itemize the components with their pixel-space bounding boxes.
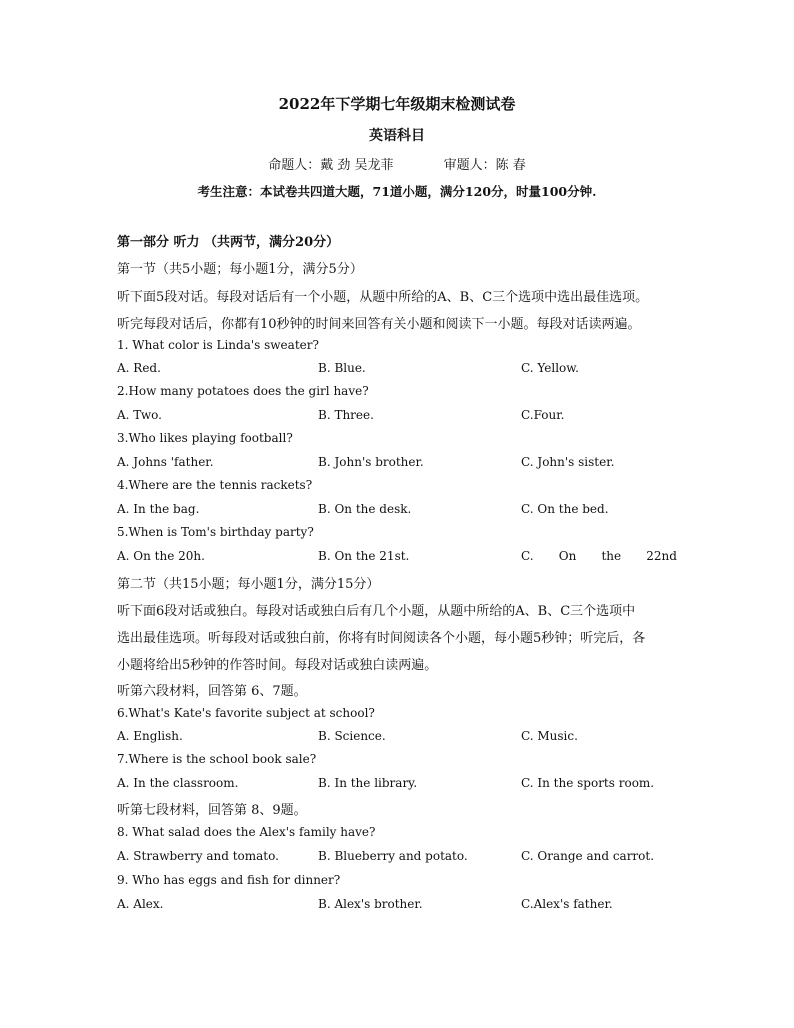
question-5-option-c-part: On xyxy=(558,549,577,563)
question-2-option-c: C.Four. xyxy=(521,408,565,422)
question-1-option-b: B. Blue. xyxy=(318,361,366,375)
part1-heading: 第一部分 听力 （共两节，满分20分） xyxy=(117,235,340,250)
question-9-option-a: A. Alex. xyxy=(117,897,164,911)
question-8-option-c: C. Orange and carrot. xyxy=(521,849,655,863)
question-5-option-c-part: C. xyxy=(521,549,534,563)
exam-notice: 考生注意：本试卷共四道大题，71道小题，满分120分，时量100分钟. xyxy=(197,184,597,199)
question-3-option-a: A. Johns 'father. xyxy=(117,455,214,469)
question-1-option-c: C. Yellow. xyxy=(521,361,579,375)
exam-subject: 英语科目 xyxy=(369,128,425,144)
question-5-option-c xyxy=(521,549,677,563)
question-9-option-b: B. Alex's brother. xyxy=(318,897,423,911)
question-6: 6.What's Kate's favorite subject at school? xyxy=(117,706,375,720)
authors-line xyxy=(0,154,794,173)
question-2-option-a: A. Two. xyxy=(117,408,162,422)
question-6-option-b: B. Science. xyxy=(318,729,386,743)
question-4-option-b: B. On the desk. xyxy=(318,502,412,516)
question-9-option-c: C.Alex's father. xyxy=(521,897,613,911)
question-3-option-c: C. John's sister. xyxy=(521,455,615,469)
section1-instruction-1: 听下面5段对话。每段对话后有一个小题，从题中所给的A、B、C三个选项中选出最佳选项。 xyxy=(117,290,649,305)
question-8-option-a: A. Strawberry and tomato. xyxy=(117,849,279,863)
question-1: 1. What color is Linda's sweater? xyxy=(117,338,319,352)
question-7-option-a: A. In the classroom. xyxy=(117,776,239,790)
question-4: 4.Where are the tennis rackets? xyxy=(117,478,313,492)
question-1-option-a: A. Red. xyxy=(117,361,161,375)
reviewer-label: 审题人：陈 春 xyxy=(443,158,526,173)
question-7: 7.Where is the school book sale? xyxy=(117,752,317,766)
section1-instruction-2: 听完每段对话后，你都有10秒钟的时间来回答有关小题和阅读下一小题。每段对话读两遍。 xyxy=(117,317,641,332)
question-4-option-a: A. In the bag. xyxy=(117,502,200,516)
question-7-option-b: B. In the library. xyxy=(318,776,418,790)
question-2-option-b: B. Three. xyxy=(318,408,374,422)
section2-instruction-2: 选出最佳选项。听每段对话或独白前，你将有时间阅读各个小题，每小题5秒钟；听完后，各 xyxy=(117,631,646,646)
question-5-option-a: A. On the 20h. xyxy=(117,549,205,563)
exam-title: 2022年下学期七年级期末检测试卷 xyxy=(278,95,516,113)
question-7-option-c: C. In the sports room. xyxy=(521,776,655,790)
section2-instruction-1: 听下面6段对话或独白。每段对话或独白后有几个小题，从题中所给的A、B、C三个选项中 xyxy=(117,604,636,619)
section2-heading: 第二节（共15小题；每小题1分，满分15分） xyxy=(117,577,380,592)
question-9: 9. Who has eggs and fish for dinner? xyxy=(117,873,341,887)
material-7-label: 听第七段材料，回答第 8、9题。 xyxy=(117,803,307,818)
question-5-option-c-part: the xyxy=(601,549,622,563)
question-3: 3.Who likes playing football? xyxy=(117,431,293,445)
question-5-option-b: B. On the 21st. xyxy=(318,549,410,563)
question-6-option-c: C. Music. xyxy=(521,729,578,743)
author-label: 命题人：戴 劲 吴龙菲 xyxy=(268,158,394,173)
material-6-label: 听第六段材料，回答第 6、7题。 xyxy=(117,684,307,699)
question-2: 2.How many potatoes does the girl have? xyxy=(117,384,369,398)
question-4-option-c: C. On the bed. xyxy=(521,502,609,516)
question-5: 5.When is Tom's birthday party? xyxy=(117,525,314,539)
question-8-option-b: B. Blueberry and potato. xyxy=(318,849,468,863)
section2-instruction-3: 小题将给出5秒钟的作答时间。每段对话或独白读两遍。 xyxy=(117,658,438,673)
question-3-option-b: B. John's brother. xyxy=(318,455,424,469)
question-5-option-c-part: 22nd xyxy=(646,549,677,563)
question-8: 8. What salad does the Alex's family have? xyxy=(117,825,376,839)
section1-heading: 第一节（共5小题；每小题1分，满分5分） xyxy=(117,262,363,277)
question-6-option-a: A. English. xyxy=(117,729,183,743)
